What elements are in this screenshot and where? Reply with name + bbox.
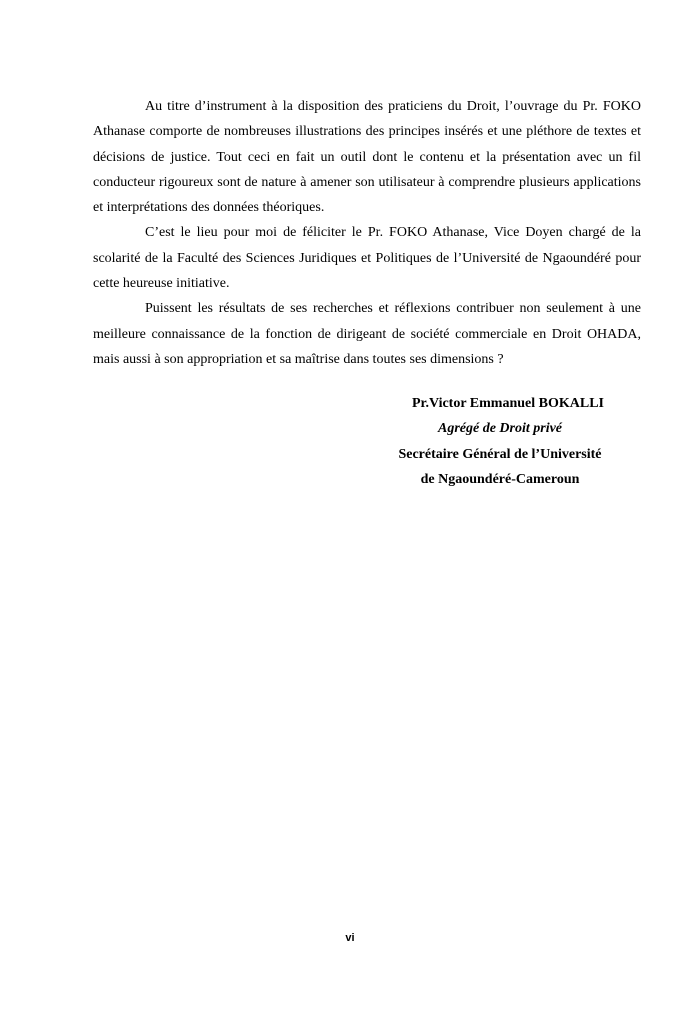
paragraph-congratulations: C’est le lieu pour moi de féliciter le Pr. FOKO Athanase, Vice Doyen chargé de la scolarité de la Faculté des Sciences Juridiques et Politiques de l’Université de Ngaoundéré pour cette heureuse initiative. <box>93 225 641 292</box>
signature-block <box>360 391 640 492</box>
signatory-position-line2: de Ngaoundéré-Cameroun <box>420 471 580 487</box>
signatory-position-line1: Secrétaire Général de l’Université <box>398 446 602 462</box>
body-text <box>93 94 641 372</box>
paragraph-wishes: Puissent les résultats de ses recherches et réflexions contribuer non seulement à une meilleure connaissance de la fonction de dirigeant de société commerciale en Droit OHADA, mais aussi à son appropriation et sa maîtrise dans toutes ses dimensions ? <box>93 301 641 367</box>
paragraph-instrument: Au titre d’instrument à la disposition des praticiens du Droit, l’ouvrage du Pr. FOKO Athanase comporte de nombreuses illustrations des principes insérés et une pléthore de textes et décisions de justice. Tout ceci en fait un outil dont le contenu et la présentation avec un fil conducteur rigoureux sont de nature à amener son utilisateur à comprendre plusieurs applications et interprétations des données théoriques. <box>93 99 641 216</box>
signatory-name: Pr.Victor Emmanuel BOKALLI <box>412 396 604 411</box>
page-number: vi <box>345 932 355 944</box>
signatory-title: Agrégé de Droit privé <box>437 421 563 437</box>
